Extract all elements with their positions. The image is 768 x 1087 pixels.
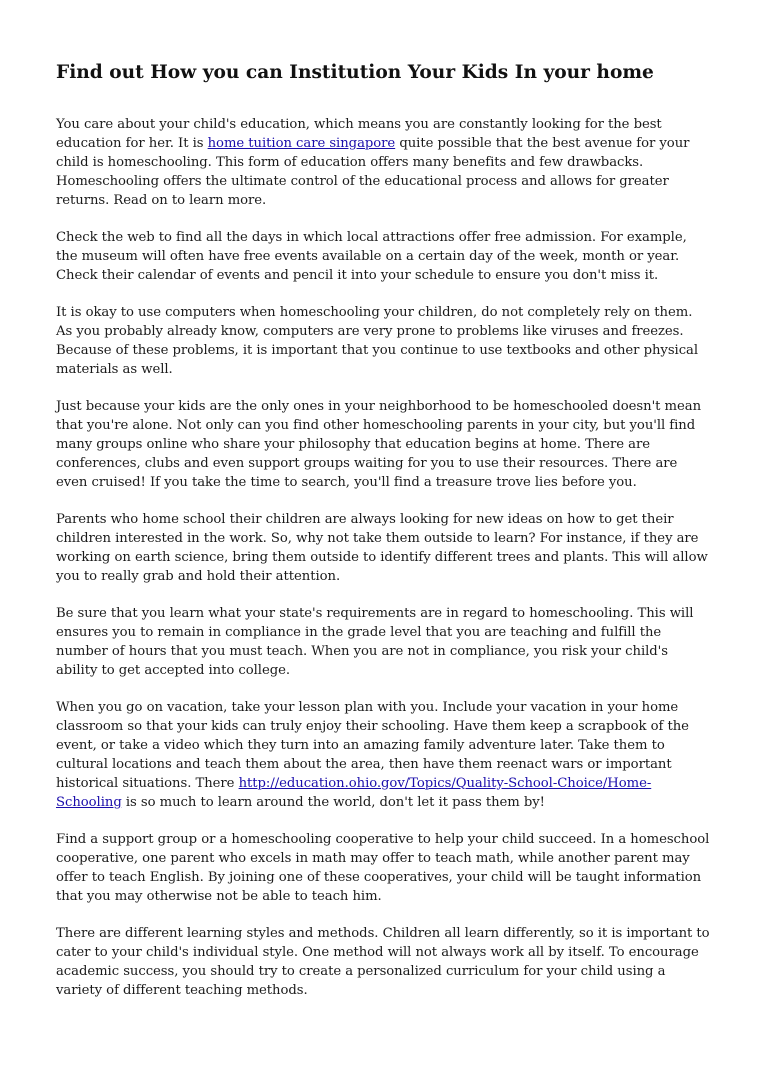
link-ohio-education[interactable]: http://education.ohio.gov/Topics/Quality-School-Choice/Home-Schooling xyxy=(56,775,652,810)
paragraph-outside-learning: Parents who home school their children are always looking for new ideas on how to get their children interested in the work. So, why not take them outside to learn? For instance, if they are working on earth science, bring them outside to identify different trees and plants. This will allow you to really grab and hold their attention. xyxy=(56,511,708,584)
paragraph-intro-text-before: You care about your child's education, which means you are constantly looking for the best education for her. It is xyxy=(56,117,662,151)
paragraph-vacation-text-before: When you go on vacation, take your lesson plan with you. Include your vacation in your home classroom so that your kids can truly enjoy their schooling. Have them keep a scrapbook of the event, or take a video which they turn into an amazing family adventure later. Take them to cultural locations and teach them about the area, then have them reenact wars or important historical situations. There xyxy=(56,700,689,791)
paragraph-intro xyxy=(56,116,712,211)
paragraph-intro-text-after: quite possible that the best avenue for your child is homeschooling. This form of education offers many benefits and few drawbacks. Homeschooling offers the ultimate control of the educational process and allows for greater returns. Read on to learn more. xyxy=(56,135,690,208)
paragraph-state-requirements: Be sure that you learn what your state's requirements are in regard to homeschooling. This will ensures you to remain in compliance in the grade level that you are teaching and fulfill the number of hours that you must teach. When you are not in compliance, you risk your child's ability to get accepted into college. xyxy=(56,605,694,678)
paragraph-vacation-text-after: is so much to learn around the world, don't let it pass them by! xyxy=(121,794,545,810)
document-title: Find out How you can Institution Your Kids In your home xyxy=(56,62,654,83)
link-home-tuition[interactable]: home tuition care singapore xyxy=(207,135,396,151)
paragraph-not-alone: Just because your kids are the only ones in your neighborhood to be homeschooled doesn't mean that you're alone. Not only can you find other homeschooling parents in your city, but you'll find many groups online who share your philosophy that education begins at home. There are conferences, clubs and even support groups waiting for you to use their resources. There are even cruised! If you take the time to search, you'll find a treasure trove lies before you. xyxy=(56,399,702,490)
document-page xyxy=(56,60,712,1019)
paragraph-support-group: Find a support group or a homeschooling cooperative to help your child succeed. In a homeschool cooperative, one parent who excels in math may offer to teach math, while another parent may offer to teach English. By joining one of these cooperatives, your child will be taught information that you may otherwise not be able to teach him. xyxy=(56,831,710,904)
paragraph-vacation xyxy=(56,699,712,812)
paragraph-learning-styles: There are different learning styles and methods. Children all learn differently, so it is important to cater to your child's individual style. One method will not always work all by itself. To encourage academic success, you should try to create a personalized curriculum for your child using a variety of different teaching methods. xyxy=(56,925,710,998)
paragraph-free-admission: Check the web to find all the days in which local attractions offer free admission. For example, the museum will often have free events available on a certain day of the week, month or year. Check their calendar of events and pencil it into your schedule to ensure you don't miss it. xyxy=(56,229,687,283)
paragraph-computers: It is okay to use computers when homeschooling your children, do not completely rely on them. As you probably already know, computers are very prone to problems like viruses and freezes. Because of these problems, it is important that you continue to use textbooks and other physical materials as well. xyxy=(56,305,699,377)
